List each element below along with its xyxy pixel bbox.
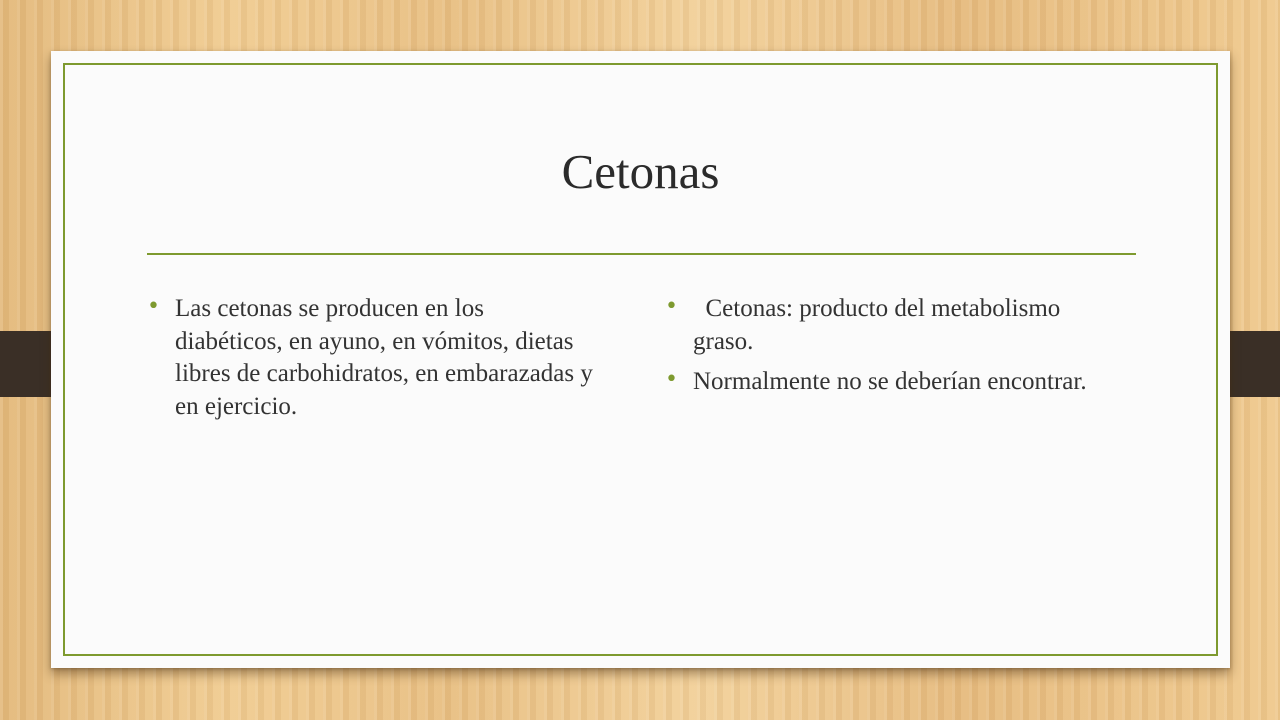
bullet-item — [147, 293, 597, 423]
slide — [51, 51, 1230, 668]
bullet-icon: • — [147, 294, 160, 319]
left-column — [147, 293, 597, 431]
bullet-icon: • — [665, 367, 678, 392]
bullet-text: Las cetonas se producen en los diabéticos, en ayuno, en vómitos, dietas libres de carbohidratos, en embarazadas y en ejercicio. — [175, 295, 593, 420]
bullet-item — [665, 293, 1095, 358]
bullet-icon: • — [665, 294, 678, 319]
right-column — [665, 293, 1095, 407]
bullet-item — [665, 366, 1095, 399]
bullet-text: Cetonas: producto del metabolismo graso. — [693, 295, 1067, 355]
title-divider — [147, 253, 1136, 255]
bullet-text: Normalmente no se deberían encontrar. — [693, 368, 1087, 395]
slide-title: Cetonas — [561, 144, 720, 199]
